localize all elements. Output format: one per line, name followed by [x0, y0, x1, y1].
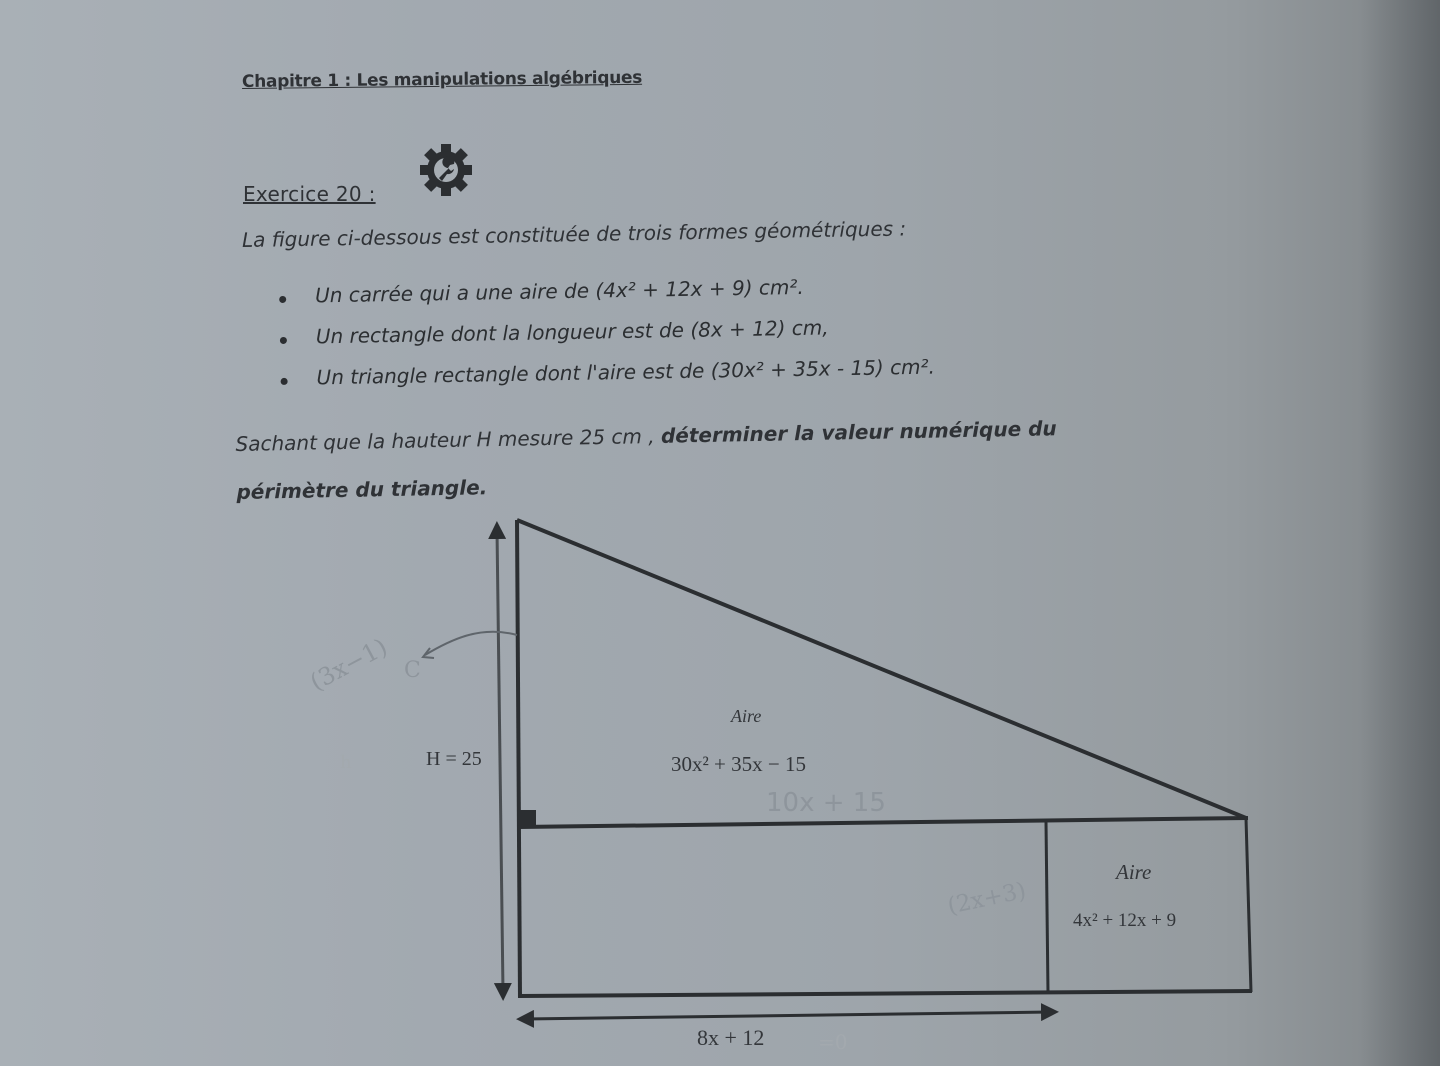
square-area-expr: 4x² + 12x + 9 [1073, 910, 1177, 931]
height-arrow [497, 530, 503, 992]
triangle-area-expr: 30x² + 35x − 15 [671, 752, 806, 776]
bullet-text: Un carrée qui a une aire de (4x² + 12x + 9) cm². [314, 274, 804, 308]
bullet-icon [279, 296, 286, 303]
question-plain: Sachant que la hauteur H mesure 25 cm , [235, 423, 655, 457]
question-text [235, 404, 1058, 516]
length-label: 8x + 12 [697, 1025, 765, 1050]
gear-wrench-icon [412, 140, 478, 200]
bullet-icon [281, 378, 288, 385]
height-label: H = 25 [426, 748, 482, 770]
handwritten-triangle-side: (3x−1) [305, 632, 392, 697]
triangle-hypotenuse [517, 520, 1246, 818]
handwritten-faint-mark: h [340, 752, 352, 773]
triangle-area-label: Aire [731, 706, 762, 726]
square-area-label: Aire [1116, 860, 1152, 884]
length-arrow [525, 1012, 1050, 1019]
question-bold-2: périmètre du triangle. [236, 475, 488, 504]
bullet-icon [280, 337, 287, 344]
shapes-list [279, 273, 936, 407]
right-angle-marker [520, 810, 536, 827]
handwritten-pointer [425, 632, 517, 655]
handwritten-square-side: (2x+3) [945, 877, 1029, 920]
rectangle-bottom [520, 991, 1252, 996]
triangle-base [519, 818, 1248, 827]
handwritten-length-note: =0 [818, 1030, 848, 1054]
square-right-side [1246, 818, 1251, 992]
intro-text: La figure ci-dessous est constituée de trois formes géométriques : [241, 216, 907, 252]
handwritten-unit: C [404, 658, 421, 683]
square-left-side [1046, 822, 1048, 993]
exercise-label: Exercice 20 : [243, 182, 376, 206]
handwritten-triangle-base: 10x + 15 [766, 788, 886, 818]
page-edge-shadow [1360, 0, 1440, 1066]
triangle-vertical-side [517, 520, 520, 998]
question-bold-1: déterminer la valeur numérique du [660, 416, 1057, 448]
bullet-text: Un triangle rectangle dont l'aire est de (30x² + 35x - 15) cm². [316, 354, 936, 390]
bullet-text: Un rectangle dont la longueur est de (8x + 12) cm, [315, 315, 829, 349]
chapter-title: Chapitre 1 : Les manipulations algébriques [241, 67, 643, 92]
